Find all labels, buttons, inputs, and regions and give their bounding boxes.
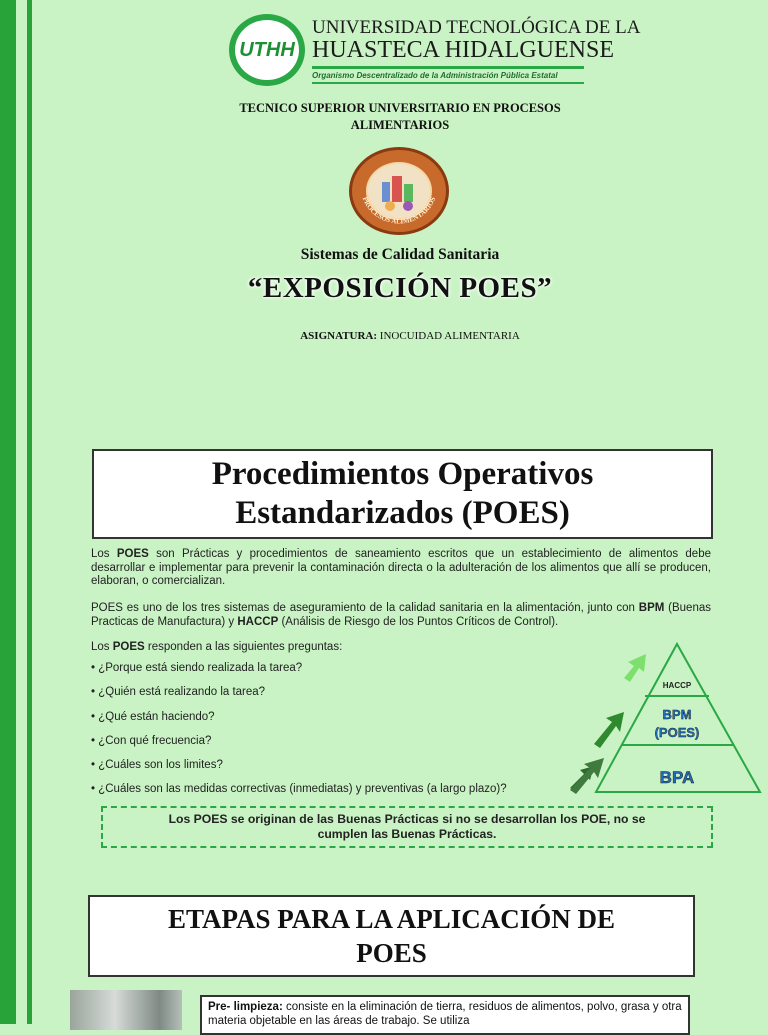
list-item: • ¿Porque está siendo realizada la tarea? bbox=[91, 662, 303, 674]
subject-label: ASIGNATURA: bbox=[300, 330, 378, 342]
pre-cleaning-text: consiste en la eliminación de tierra, residuos de alimentos, polvo, grasa y otra materia objetable en las áreas de trabajo. Se utiliza bbox=[208, 1001, 682, 1027]
pre-cleaning-label: Pre- limpieza: bbox=[208, 1001, 283, 1013]
subject-line bbox=[200, 330, 620, 342]
program-name bbox=[200, 100, 600, 134]
p1-post: son Prácticas y procedimientos de saneamiento escritos que un establecimiento de alimentos debe desarrollar e implementar para prevenir la contaminación directa o la adulteración de los alimentos que allí se producen, elaboran, o comercializan. bbox=[91, 548, 711, 587]
list-item: • ¿Con qué frecuencia? bbox=[91, 734, 212, 747]
list-item: • ¿Qué están haciendo? bbox=[91, 710, 215, 723]
logo-text: UTHH bbox=[239, 38, 295, 61]
svg-text:PROCESOS ALIMENTARIOS bbox=[361, 196, 438, 226]
university-name-line2: HUASTECA HIDALGUENSE bbox=[312, 37, 614, 63]
header-rule bbox=[312, 66, 584, 69]
p2-bold-haccp: HACCP bbox=[237, 615, 279, 628]
section2-title-box bbox=[88, 895, 695, 977]
section2-title-line2: POES bbox=[356, 938, 427, 968]
program-line2: ALIMENTARIOS bbox=[350, 118, 450, 132]
quality-pyramid-diagram bbox=[560, 640, 765, 798]
course-name: Sistemas de Calidad Sanitaria bbox=[300, 246, 500, 263]
left-green-line bbox=[27, 0, 32, 1024]
header-rule-bottom bbox=[312, 82, 584, 84]
systems-paragraph bbox=[91, 602, 711, 629]
cleaning-photo bbox=[70, 990, 182, 1030]
p3-pre: Los bbox=[91, 641, 113, 653]
p2-pre: POES es uno de los tres sistemas de aseguramiento de la calidad sanitaria en la alimentación, junto con bbox=[91, 602, 639, 614]
pyramid-middle-label2: (POES) bbox=[654, 725, 700, 740]
p2-post: (Análisis de Riesgo de los Puntos Críticos de Control). bbox=[278, 615, 559, 628]
p1-pre: Los bbox=[91, 548, 117, 560]
seal-text: PROCESOS ALIMENTARIOS bbox=[360, 195, 438, 226]
pyramid-top-label: HACCP bbox=[662, 681, 692, 690]
section1-title-line1: Procedimientos Operativos bbox=[211, 456, 594, 492]
university-logo bbox=[229, 14, 305, 86]
p3-post: responden a las siguientes preguntas: bbox=[144, 641, 343, 653]
program-line1: TECNICO SUPERIOR UNIVERSITARIO EN PROCESOS bbox=[239, 101, 561, 115]
pyramid-bottom-label: BPA bbox=[659, 768, 695, 787]
pyramid-middle-label1: BPM bbox=[662, 707, 692, 722]
note-line1: Los POES se originan de las Buenas Prácticas si no se desarrollan los POE, no se bbox=[168, 812, 646, 826]
p1-bold-poes: POES bbox=[116, 548, 149, 560]
questions-list bbox=[91, 662, 571, 808]
university-subtitle: Organismo Descentralizado de la Administración Pública Estatal bbox=[312, 71, 558, 80]
section1-title-box bbox=[92, 449, 713, 539]
list-item: • ¿Cuáles son los limites? bbox=[91, 759, 223, 772]
arrow-top-icon bbox=[624, 654, 646, 682]
list-item: • ¿Quién está realizando la tarea? bbox=[91, 686, 266, 699]
definition-paragraph bbox=[91, 548, 711, 589]
pre-cleaning-box bbox=[200, 995, 690, 1035]
university-name-line1: UNIVERSIDAD TECNOLÓGICA DE LA bbox=[312, 17, 641, 38]
subject-value: INOCUIDAD ALIMENTARIA bbox=[379, 330, 520, 342]
p3-bold-poes: POES bbox=[112, 641, 145, 653]
section2-title-line1: ETAPAS PARA LA APLICACIÓN DE bbox=[167, 904, 616, 934]
p2-mid: (Buenas Practicas de Manufactura) y bbox=[91, 602, 711, 628]
section1-title-line2: Estandarizados (POES) bbox=[235, 495, 570, 531]
seal-ring-text bbox=[349, 147, 449, 235]
left-green-bar bbox=[0, 0, 16, 1024]
arrow-middle-icon bbox=[594, 712, 624, 748]
note-box bbox=[101, 806, 713, 848]
note-line2: cumplen las Buenas Prácticas. bbox=[317, 827, 497, 841]
presentation-title: “EXPOSICIÓN POES” bbox=[247, 272, 553, 304]
list-item: • ¿Cuáles son las medidas correctivas (inmediatas) y preventivas (a largo plazo)? bbox=[91, 783, 507, 796]
p2-bold-bpm: BPM bbox=[638, 602, 665, 614]
